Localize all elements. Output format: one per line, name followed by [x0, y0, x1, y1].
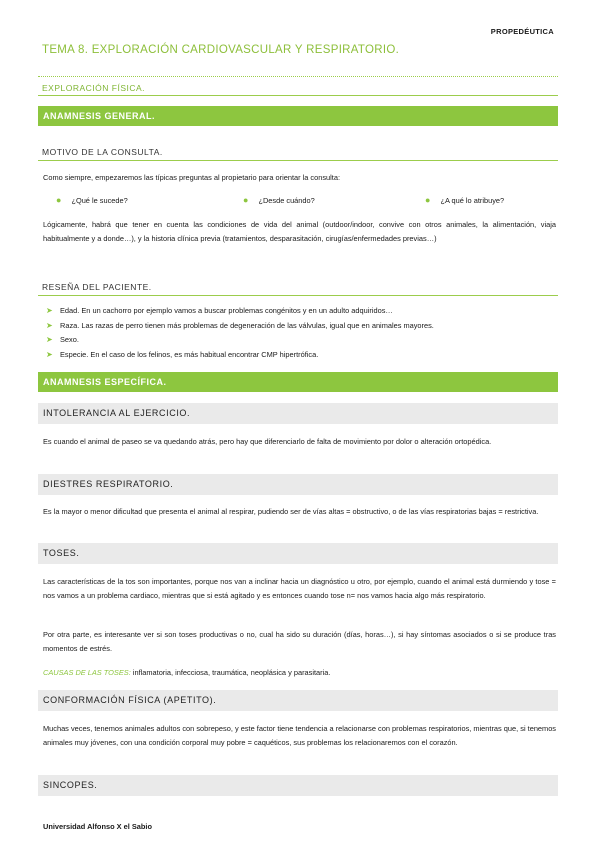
motivo-paragraph: Lógicamente, habrá que tener en cuenta las condiciones de vida del animal (outdoor/indoor, convive con otros animales, la alimentación, viaja habitualmente y a donde…), y la historia clínica previa (tratamientos, desparasitación, cirugías/enfermedades previas…): [43, 220, 556, 244]
section-toses: TOSES.: [38, 543, 558, 564]
section-intolerancia: INTOLERANCIA AL EJERCICIO.: [38, 403, 558, 424]
motivo-intro: Como siempre, empezaremos las típicas preguntas al propietario para orientar la consulta:: [43, 173, 341, 182]
section-sincopes: SINCOPES.: [38, 775, 558, 796]
list-item: ➤ Edad. En un cachorro por ejemplo vamos a buscar problemas congénitos y en un adulto adquiridos…: [46, 304, 556, 319]
toses-causas: [43, 666, 556, 680]
section-anamnesis-general: ANAMNESIS GENERAL.: [38, 106, 558, 126]
diestres-text: Es la mayor o menor dificultad que presenta el animal al respirar, pudiendo ser de vías altas = obstructivo, o de las vías respiratorias bajas = restrictiva.: [43, 507, 539, 516]
bullet-dot-icon: ●: [56, 195, 62, 205]
question-item: ● ¿A qué lo atribuye?: [425, 195, 505, 205]
list-item: ➤ Especie. En el caso de los felinos, es más habitual encontrar CMP hipertrófica.: [46, 348, 556, 363]
arrow-bullet-icon: ➤: [46, 320, 53, 330]
footer-university: Universidad Alfonso X el Sabio: [43, 822, 152, 831]
resena-list: [46, 304, 556, 362]
section-exploracion-fisica: EXPLORACIÓN FÍSICA.: [38, 80, 558, 96]
section-conformacion: CONFORMACIÓN FÍSICA (APETITO).: [38, 690, 558, 711]
section-anamnesis-especifica: ANAMNESIS ESPECÍFICA.: [38, 372, 558, 392]
arrow-bullet-icon: ➤: [46, 349, 53, 359]
toses-paragraph-1: Las características de la tos son importantes, porque nos van a inclinar hacia un diagnóstico u otro, por ejemplo, cuando el animal está durmiendo y tose = nos vamos a un problema cardiaco, mientras que si está agitado y es entonces cuando tose n= nos vamos hacia algo más respiratorio.: [43, 577, 556, 601]
question-item: ● ¿Desde cuándo?: [243, 195, 315, 205]
section-resena-paciente: RESEÑA DEL PACIENTE.: [38, 279, 558, 296]
causas-text: inflamatoria, infecciosa, traumática, neoplásica y parasitaria.: [130, 668, 331, 677]
list-item: ➤ Raza. Las razas de perro tienen más problemas de degeneración de las válvulas, igual que en animales mayores.: [46, 319, 556, 334]
section-diestres: DIESTRES RESPIRATORIO.: [38, 474, 558, 495]
page-title: TEMA 8. EXPLORACIÓN CARDIOVASCULAR Y RESPIRATORIO.: [42, 44, 400, 56]
bullet-dot-icon: ●: [243, 195, 249, 205]
title-divider: [38, 76, 558, 77]
header-subject: PROPEDÉUTICA: [490, 27, 554, 36]
section-motivo-consulta: MOTIVO DE LA CONSULTA.: [38, 144, 558, 161]
question-item: ● ¿Qué le sucede?: [56, 195, 128, 205]
arrow-bullet-icon: ➤: [46, 335, 53, 344]
intolerancia-text: Es cuando el animal de paseo se va quedando atrás, pero hay que diferenciarlo de falta de movimiento por dolor o alteración ortopédica.: [43, 437, 492, 446]
bullet-dot-icon: ●: [425, 195, 431, 205]
causas-label: CAUSAS DE LAS TOSES:: [43, 668, 131, 677]
toses-paragraph-2: Por otra parte, es interesante ver si son toses productivas o no, cual ha sido su duración (días, horas…), si hay síntomas asociados o si se produce tras momentos de estrés.: [43, 630, 556, 654]
arrow-bullet-icon: ➤: [46, 306, 53, 315]
list-item: ➤ Sexo.: [46, 333, 556, 348]
conformacion-text: Muchas veces, tenemos animales adultos con sobrepeso, y este factor tiene tendencia a relacionarse con problemas respiratorios, mientras que, si tenemos animales muy jóvenes, con una condición corporal muy pobre = caquéticos, sus problemas los relacionaremos con el corazón.: [43, 724, 556, 748]
